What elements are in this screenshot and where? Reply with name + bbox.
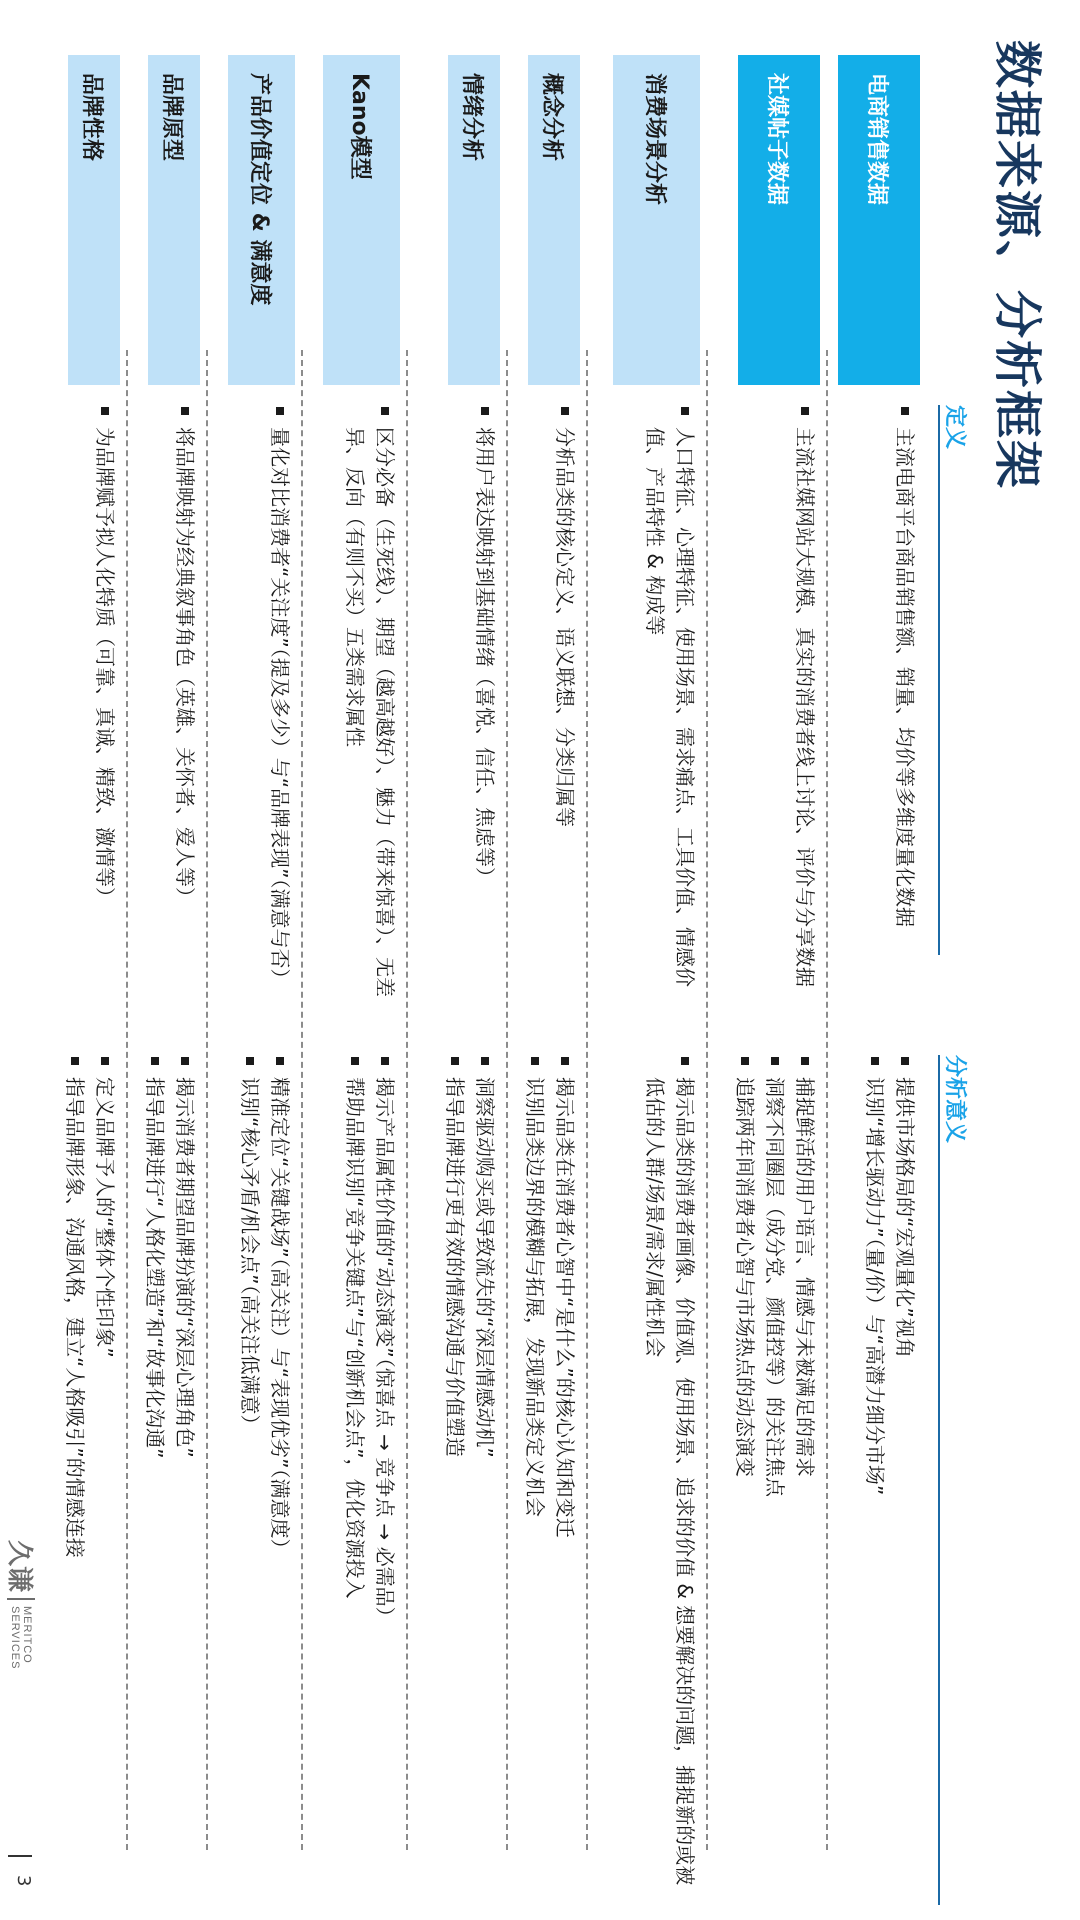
row-definition — [550, 405, 580, 1015]
analysis-bullet: 揭示品类在消费者心智中“是什么”的核心认知和变迁 — [550, 1055, 580, 1905]
definition-bullet: 量化对比消费者“关注度”（提及多少）与“品牌表现”（满意与否） — [265, 405, 295, 1015]
row-analysis — [140, 1055, 200, 1905]
definition-bullet: 将品牌映射为经典叙事角色（英雄、关怀者、爱人等） — [170, 405, 200, 1015]
row-analysis — [860, 1055, 920, 1905]
analysis-bullet: 指导品牌形象、沟通风格，建立“人格吸引”的情感连接 — [60, 1055, 90, 1905]
row-separator — [301, 350, 303, 1850]
row-label: Kano模型 — [323, 55, 400, 385]
row-label: 消费场景分析 — [613, 55, 700, 385]
table-row — [315, 55, 400, 1905]
row-analysis — [60, 1055, 120, 1905]
row-definition — [790, 405, 820, 1015]
table-row — [730, 55, 820, 1905]
row-definition — [265, 405, 295, 1015]
logo-line1: MERITCO — [21, 1606, 34, 1664]
page-title: 数据来源、分析框架 — [989, 40, 1045, 491]
logo-divider — [8, 1598, 36, 1600]
row-label: 产品价值定位 & 满意度 — [228, 55, 295, 385]
row-definition — [340, 405, 400, 1015]
analysis-bullet: 指导品牌进行“人格化塑造”和“故事化沟通” — [140, 1055, 170, 1905]
row-label: 品牌性格 — [68, 55, 120, 385]
row-separator — [406, 350, 408, 1850]
page-number: 3 — [13, 1875, 34, 1887]
row-definition — [640, 405, 700, 1015]
analysis-bullet: 识别“核心矛盾/机会点”（高关注低满意） — [235, 1055, 265, 1905]
analysis-bullet: 识别“增长驱动力”（量/价）与“高潜力细分市场” — [860, 1055, 890, 1905]
row-definition — [470, 405, 500, 1015]
row-separator — [826, 350, 828, 1850]
analysis-header: 分析意义 — [942, 1055, 967, 1144]
analysis-bullet: 提供市场格局的“宏观量化”视角 — [890, 1055, 920, 1905]
definition-header: 定义 — [942, 405, 967, 450]
row-analysis — [520, 1055, 580, 1905]
definition-bullet: 将用户表达映射到基础情绪（喜悦、信任、焦虑等） — [470, 405, 500, 1015]
definition-header-line — [938, 405, 940, 955]
row-label: 品牌原型 — [148, 55, 200, 385]
definition-bullet: 主流社媒网站大规模、真实的消费者线上讨论、评价与分享数据 — [790, 405, 820, 1015]
definition-bullet: 为品牌赋予拟人化特质（可靠、真诚、精致、激情等） — [90, 405, 120, 1015]
analysis-bullet: 洞察驱动购买或导致流失的“深层情感动机” — [470, 1055, 500, 1905]
analysis-bullet: 揭示产品属性价值的“动态演变”（惊喜点 → 竞争点 → 必需品） — [370, 1055, 400, 1905]
table-row — [830, 55, 920, 1905]
company-logo — [3, 1540, 40, 1669]
row-analysis — [440, 1055, 500, 1905]
definition-bullet: 人口特征、心理特征、使用场景、需求痛点、工具价值、情感价值、产品特性 & 构成等 — [640, 405, 700, 1015]
analysis-bullet: 帮助品牌识别“竞争关键点”与“创新机会点”，优化资源投入 — [340, 1055, 370, 1905]
row-label: 电商销售数据 — [838, 55, 920, 385]
row-separator — [126, 350, 128, 1850]
table-row — [220, 55, 295, 1905]
row-separator — [586, 350, 588, 1850]
row-definition — [90, 405, 120, 1015]
definition-bullet: 主流电商平台商品销售额、销量、均价等多维度量化数据 — [890, 405, 920, 1015]
definition-bullet: 分析品类的核心定义、语义联想、分类归属等 — [550, 405, 580, 1015]
analysis-header-line — [938, 1055, 940, 1905]
analysis-bullet: 指导品牌进行更有效的情感沟通与价值塑造 — [440, 1055, 470, 1905]
table-row — [60, 55, 120, 1905]
analysis-bullet: 精准定位“关键战场”（高关注）与“表现优劣”（满意度） — [265, 1055, 295, 1905]
table-row — [605, 55, 700, 1905]
row-separator — [706, 350, 708, 1850]
page-number-divider — [8, 1855, 32, 1857]
row-analysis — [235, 1055, 295, 1905]
analysis-bullet: 揭示品类的消费者画像、价值观、使用场景、追求的价值 & 想要解决的问题，捕捉新的或被低估的人群/场景/需求/属性机会 — [640, 1055, 700, 1905]
analysis-bullet: 揭示消费者期望品牌扮演的“深层心理角色” — [170, 1055, 200, 1905]
analysis-bullet: 捕捉鲜活的用户语言、情感与未被满足的需求 — [790, 1055, 820, 1905]
row-label: 情绪分析 — [448, 55, 500, 385]
row-definition — [890, 405, 920, 1015]
table-row — [140, 55, 200, 1905]
row-analysis — [730, 1055, 820, 1905]
table-row — [440, 55, 500, 1905]
logo-mark: 久谦 — [4, 1540, 34, 1593]
analysis-bullet: 定义品牌予人的“整体个性印象” — [90, 1055, 120, 1905]
analysis-bullet: 追踪两年间消费者心智与市场热点的动态演变 — [730, 1055, 760, 1905]
row-definition — [170, 405, 200, 1015]
row-label: 社媒帖子数据 — [738, 55, 820, 385]
table-row — [520, 55, 580, 1905]
row-separator — [506, 350, 508, 1850]
logo-text — [10, 1606, 34, 1669]
row-analysis — [640, 1055, 700, 1905]
row-separator — [206, 350, 208, 1850]
analysis-bullet: 识别品类边界的模糊与拓展，发现新品类定义机会 — [520, 1055, 550, 1905]
logo-line2: SERVICES — [9, 1606, 22, 1670]
definition-bullet: 区分必备（生死线）、期望（越高越好）、魅力（带来惊喜）、无差异、反向（有则不买）五类需求属性 — [340, 405, 400, 1015]
row-analysis — [340, 1055, 400, 1905]
row-label: 概念分析 — [528, 55, 580, 385]
analysis-bullet: 洞察不同圈层（成分党、颜值控等）的关注焦点 — [760, 1055, 790, 1905]
